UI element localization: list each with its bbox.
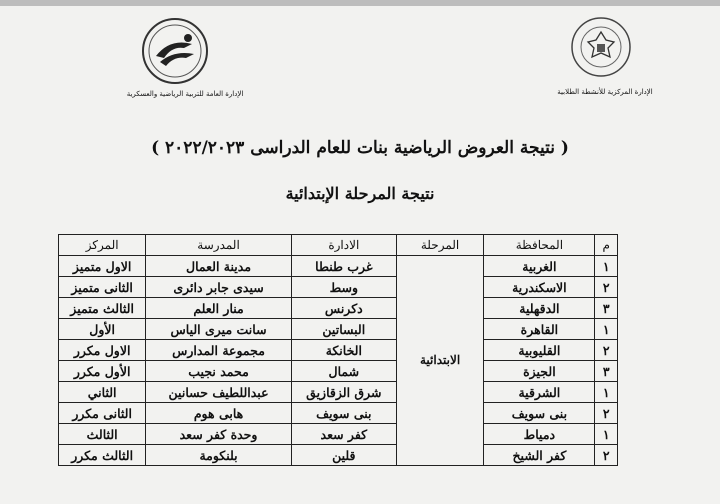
row-department: دكرنس: [291, 298, 396, 319]
row-governorate: دمياط: [484, 424, 595, 445]
row-num: ٢: [595, 340, 618, 361]
row-num: ١: [595, 319, 618, 340]
row-rank: الثانى متميز: [59, 277, 146, 298]
row-rank: الثانى مكرر: [59, 403, 146, 424]
row-department: بنى سويف: [291, 403, 396, 424]
row-rank: الأول مكرر: [59, 361, 146, 382]
row-department: شرق الزقازيق: [291, 382, 396, 403]
header-governorate: المحافظة: [484, 235, 595, 256]
row-num: ٣: [595, 298, 618, 319]
table-row: [59, 424, 618, 445]
row-school: سيدى جابر دائرى: [146, 277, 292, 298]
header-school: المدرسة: [146, 235, 292, 256]
stage-cell: الابتدائية: [396, 256, 483, 466]
ministry-seal-icon: [570, 16, 632, 78]
row-governorate: الاسكندرية: [484, 277, 595, 298]
row-school: مجموعة المدارس: [146, 340, 292, 361]
table-row: [59, 319, 618, 340]
header-department: الادارة: [291, 235, 396, 256]
table-row: [59, 382, 618, 403]
row-num: ٢: [595, 445, 618, 466]
row-school: وحدة كفر سعد: [146, 424, 292, 445]
row-num: ١: [595, 382, 618, 403]
header-rank: المركز: [59, 235, 146, 256]
row-governorate: القليوبية: [484, 340, 595, 361]
row-num: ٢: [595, 277, 618, 298]
header-stage: المرحلة: [396, 235, 483, 256]
right-org-name: الإدارة المركزية للأنشطة الطلابية: [557, 88, 653, 96]
row-governorate: كفر الشيخ: [484, 445, 595, 466]
top-edge-bar: [0, 0, 720, 6]
row-rank: الثالث: [59, 424, 146, 445]
row-governorate: بنى سويف: [484, 403, 595, 424]
row-school: عبداللطيف حسانين: [146, 382, 292, 403]
table-row: [59, 277, 618, 298]
row-governorate: الشرقية: [484, 382, 595, 403]
results-table: [58, 234, 618, 466]
row-rank: الأول: [59, 319, 146, 340]
header-num: م: [595, 235, 618, 256]
row-governorate: القاهرة: [484, 319, 595, 340]
row-department: شمال: [291, 361, 396, 382]
row-department: البساتين: [291, 319, 396, 340]
row-rank: الثالث مكرر: [59, 445, 146, 466]
row-department: كفر سعد: [291, 424, 396, 445]
row-rank: الثالث متميز: [59, 298, 146, 319]
row-department: قلين: [291, 445, 396, 466]
row-department: الخانكة: [291, 340, 396, 361]
row-school: مدينة العمال: [146, 256, 292, 277]
row-school: بلنكومة: [146, 445, 292, 466]
table-row: [59, 403, 618, 424]
row-num: ٢: [595, 403, 618, 424]
row-school: هابى هوم: [146, 403, 292, 424]
row-num: ٣: [595, 361, 618, 382]
row-rank: الثاني: [59, 382, 146, 403]
row-department: غرب طنطا: [291, 256, 396, 277]
row-department: وسط: [291, 277, 396, 298]
row-governorate: الدقهلية: [484, 298, 595, 319]
row-num: ١: [595, 424, 618, 445]
document-title: ( نتيجة العروض الرياضية بنات للعام الدراسى ٢٠٢٢/٢٠٢٣ ): [151, 138, 569, 158]
sports-education-logo-icon: [140, 16, 210, 86]
left-org-name: الإدارة العامة للتربية الرياضية والعسكرية: [126, 90, 244, 98]
table-row: [59, 361, 618, 382]
table-row: [59, 256, 618, 277]
row-governorate: الجيزة: [484, 361, 595, 382]
row-governorate: الغربية: [484, 256, 595, 277]
table-row: [59, 445, 618, 466]
row-school: منار العلم: [146, 298, 292, 319]
document-subtitle: نتيجة المرحلة الإبتدائية: [285, 184, 435, 203]
table-row: [59, 340, 618, 361]
row-school: سانت ميرى الياس: [146, 319, 292, 340]
row-rank: الاول مكرر: [59, 340, 146, 361]
table-row: [59, 298, 618, 319]
row-school: محمد نجيب: [146, 361, 292, 382]
table-header-row: [59, 235, 618, 256]
row-num: ١: [595, 256, 618, 277]
row-rank: الاول متميز: [59, 256, 146, 277]
